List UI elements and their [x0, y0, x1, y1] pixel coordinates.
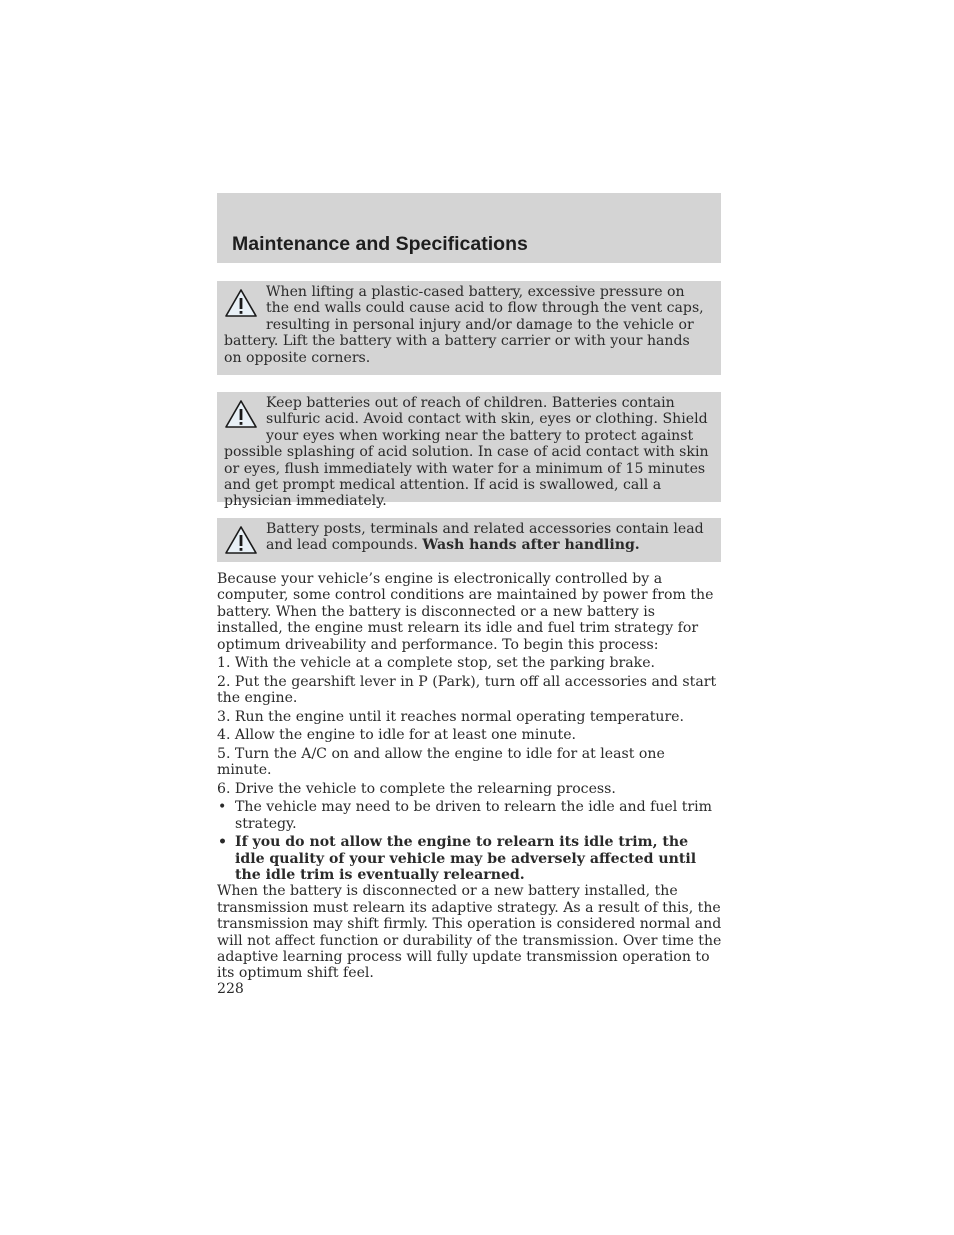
- bullet-marker: •: [218, 799, 227, 816]
- warning-text: When lifting a plastic-cased battery, excessive pressure on the end walls could cause acid to flow through the vent caps, resulting in personal injury and/or damage to the vehicle or battery. Lift the battery with a battery carrier or with your hands on opposite corners.: [224, 284, 704, 366]
- step-item: 1. With the vehicle at a complete stop, set the parking brake.: [217, 655, 656, 672]
- step-item: 3. Run the engine until it reaches normal operating temperature.: [217, 708, 685, 725]
- bullet-text: The vehicle may need to be driven to relearn the idle and fuel trim strategy.: [235, 799, 713, 832]
- warning-text: Keep batteries out of reach of children. Batteries contain sulfuric acid. Avoid contact with skin, eyes or clothing. Shield your eyes when working near the battery to protect against possible splashing of acid solution. In case of acid contact with skin or eyes, flush immediately with water for a minimum of 15 minutes and get prompt medical attention. If acid is swallowed, call a physician immediately.: [224, 395, 709, 510]
- warning-text: [224, 521, 711, 554]
- intro-paragraph: Because your vehicle’s engine is electronically controlled by a computer, some control conditions are maintained by power from the battery. When the battery is disconnected or a new battery is installed, the engine must relearn its idle and fuel trim strategy for optimum driveability and performance. To begin this process:: [217, 571, 714, 653]
- step-item: 6. Drive the vehicle to complete the relearning process.: [217, 781, 616, 797]
- bullet-item: [217, 799, 722, 832]
- warning-text-normal: Battery posts, terminals and related accessories contain lead and lead compounds.: [266, 521, 704, 554]
- warning-box-lifting: [217, 281, 721, 375]
- closing-paragraph: When the battery is disconnected or a new battery installed, the transmission must relearn its adaptive strategy. As a result of this, the transmission may shift firmly. This operation is considered normal and will not affect function or durability of the transmission. Over time the adaptive learning process will fully update transmission operation to its optimum shift feel.: [217, 883, 722, 982]
- warning-box-children: [217, 392, 721, 510]
- warning-triangle-icon: [224, 288, 258, 318]
- bullet-text: If you do not allow the engine to relearn its idle trim, the idle quality of your vehicle may be adversely affected until the idle trim is eventually relearned.: [235, 834, 697, 884]
- section-header: [217, 193, 721, 263]
- section-title: Maintenance and Specifications: [232, 233, 528, 255]
- page-number: 228: [217, 981, 244, 997]
- warning-triangle-icon: [224, 525, 258, 555]
- step-item: 4. Allow the engine to idle for at least one minute.: [217, 727, 577, 744]
- bullet-item-bold: [217, 834, 722, 883]
- step-item: 5. Turn the A/C on and allow the engine to idle for at least one minute.: [217, 746, 665, 779]
- bullet-marker: •: [218, 834, 228, 851]
- body-content: [217, 571, 722, 982]
- warning-box-lead: [217, 518, 721, 562]
- warning-text-bold: Wash hands after handling.: [422, 537, 640, 554]
- step-item: 2. Put the gearshift lever in P (Park), turn off all accessories and start the engine.: [217, 673, 717, 707]
- warning-triangle-icon: [224, 399, 258, 429]
